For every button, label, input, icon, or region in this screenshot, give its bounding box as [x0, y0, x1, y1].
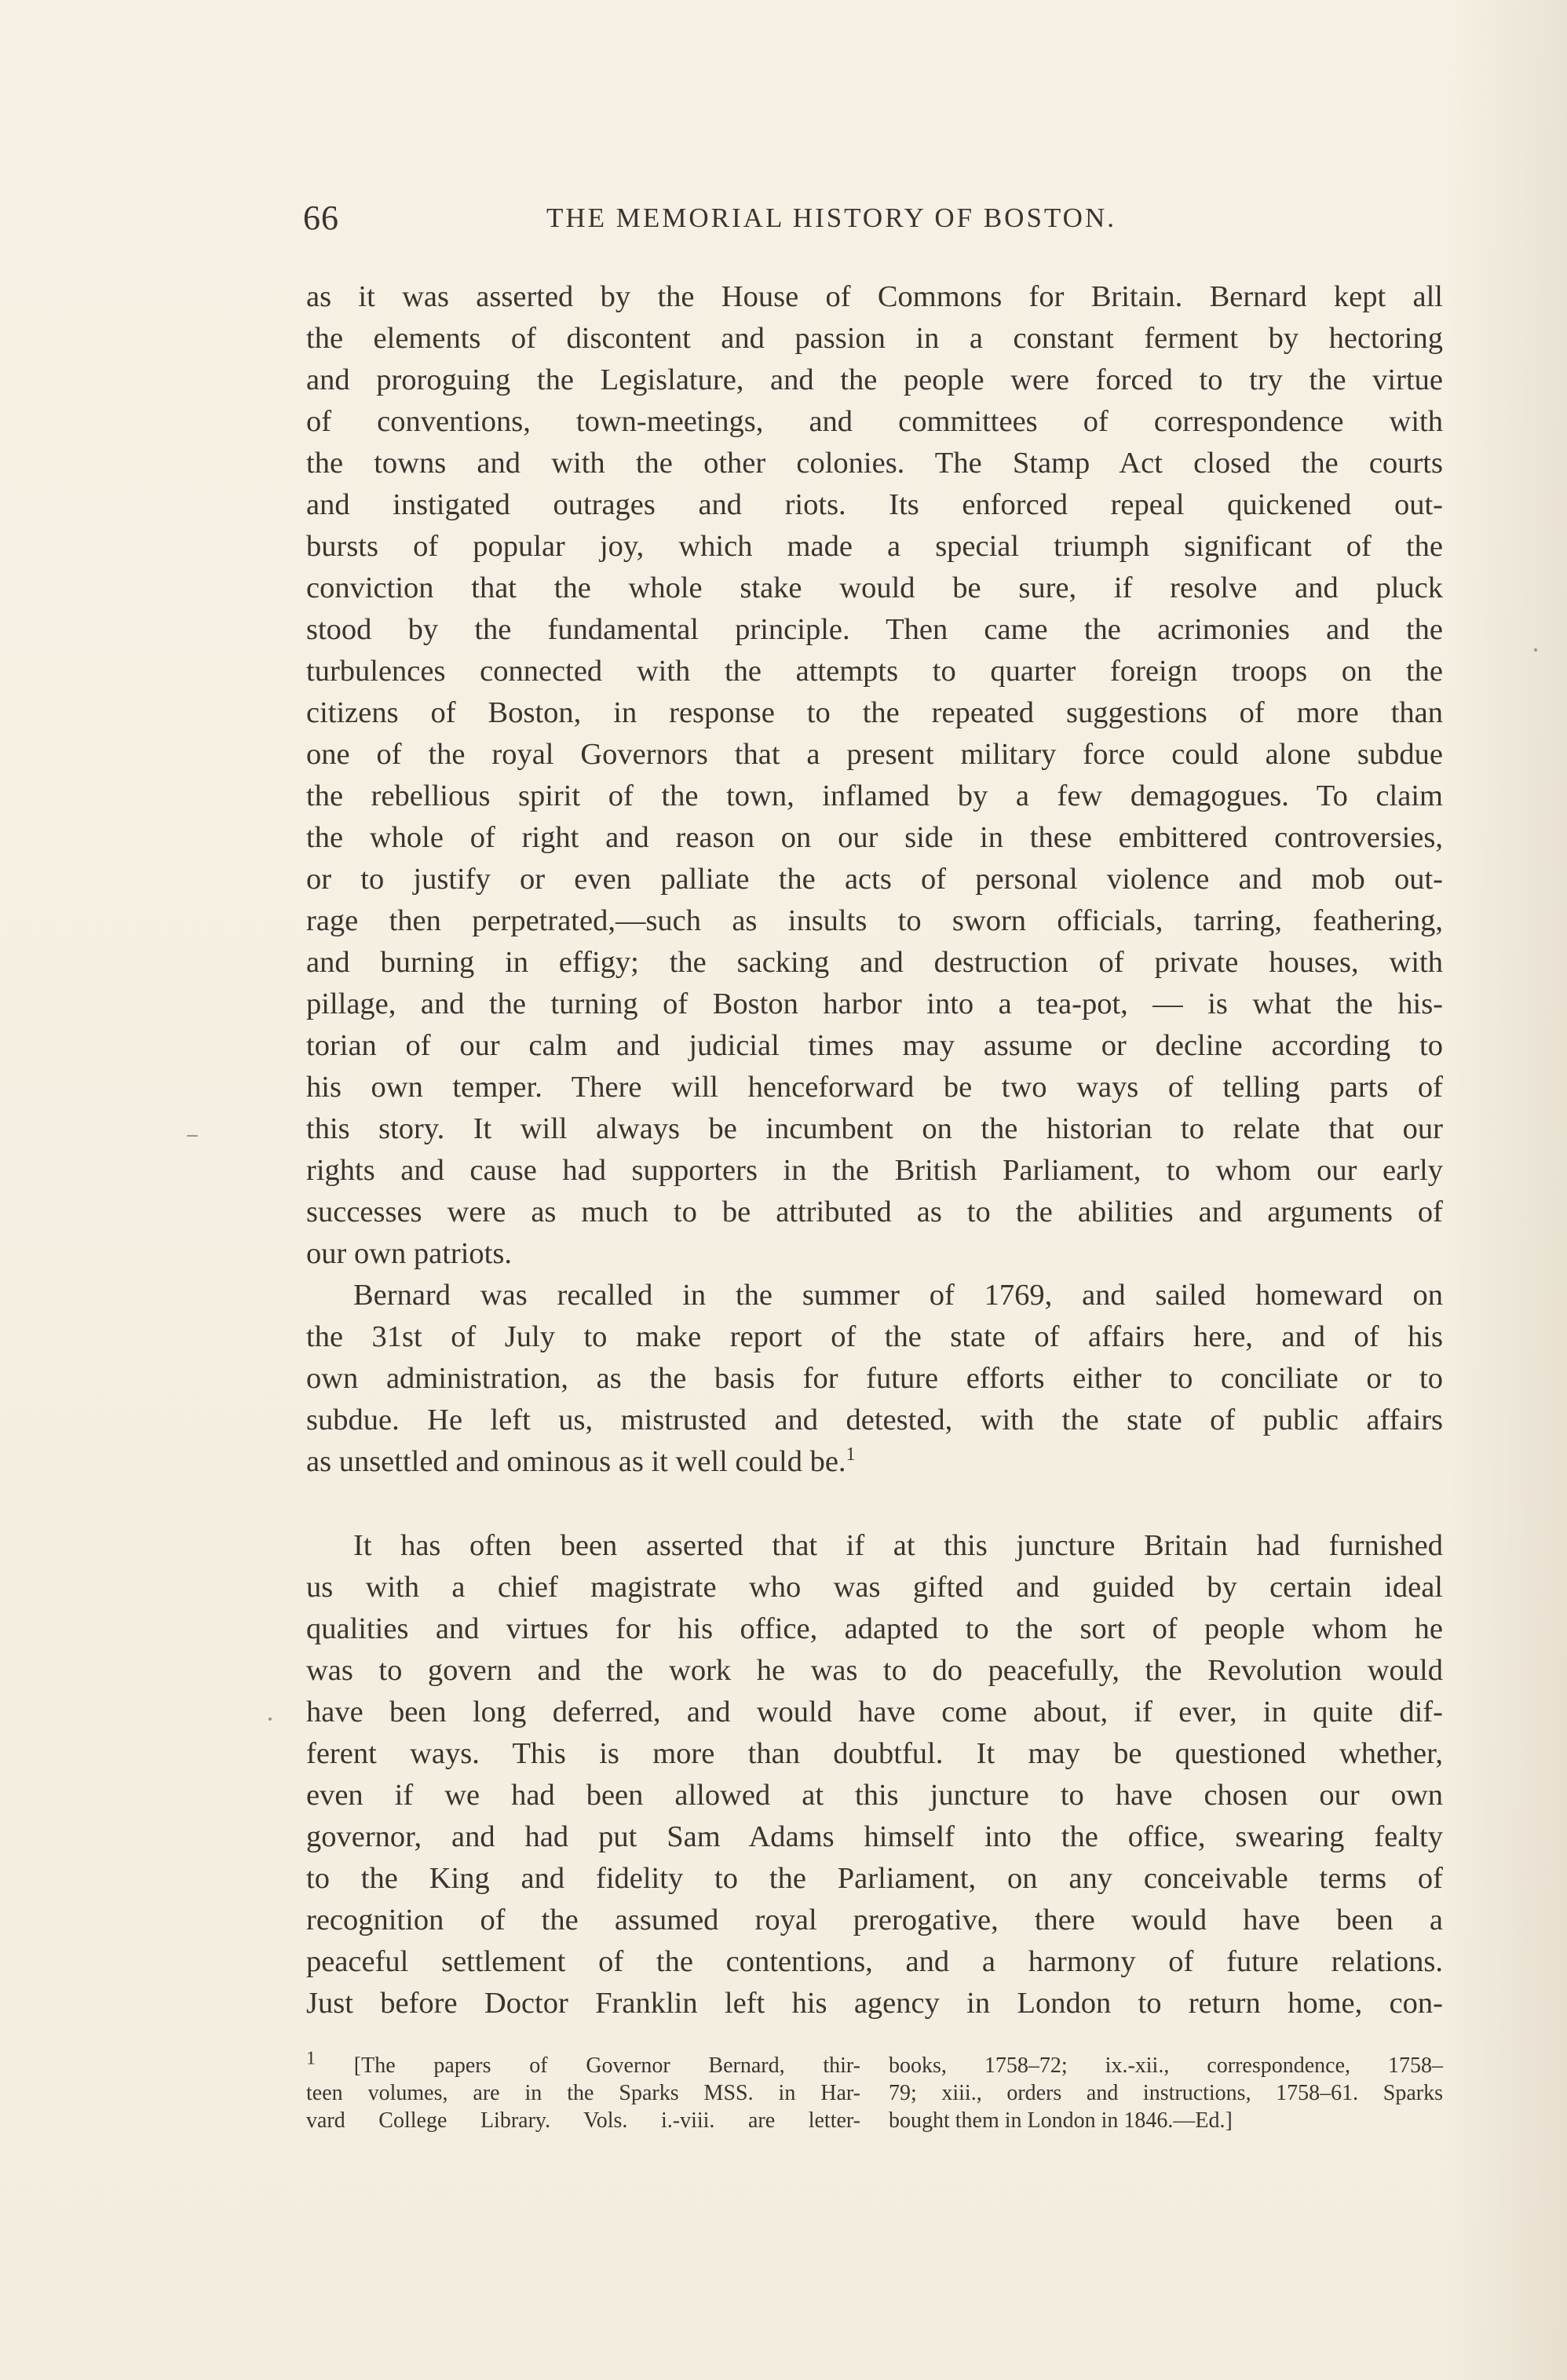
footnote-reference[interactable]: 1: [846, 1444, 856, 1466]
text-line: bursts of popular joy, which made a special triumph significant of the: [306, 530, 1443, 563]
text-line: our own patriots.: [306, 1237, 512, 1270]
footnote-line: [306, 2048, 861, 2079]
page-header: [303, 198, 1446, 245]
text-line: of conventions, town-meetings, and committees of correspondence with: [306, 405, 1443, 438]
text-line: ferent ways. This is more than doubtful. It may be questioned whether,: [306, 1737, 1443, 1770]
paragraph-2: [306, 1275, 1443, 1483]
text-line: own administration, as the basis for future efforts either to conciliate or to: [306, 1362, 1443, 1395]
footnote-line: 79; xiii., orders and instructions, 1758–61. Sparks: [889, 2081, 1443, 2105]
text-line: stood by the fundamental principle. Then came the acrimonies and the: [306, 613, 1443, 646]
text-line: the 31st of July to make report of the state of affairs here, and of his: [306, 1320, 1443, 1353]
paper-speck: [187, 1135, 198, 1137]
paper-speck: [268, 1717, 272, 1721]
text-line: the whole of right and reason on our side in these embittered controversies,: [306, 821, 1443, 854]
text-line: rights and cause had supporters in the British Parliament, to whom our early: [306, 1154, 1443, 1187]
text-line: peaceful settlement of the contentions, and a harmony of future relations.: [306, 1945, 1443, 1978]
text-line: Just before Doctor Franklin left his agency in London to return home, con-: [306, 1987, 1443, 2020]
text-line: It has often been asserted that if at this juncture Britain had furnished: [353, 1529, 1443, 1562]
text-line: conviction that the whole stake would be sure, if resolve and pluck: [306, 571, 1443, 604]
text-line: or to justify or even palliate the acts of personal violence and mob out-: [306, 863, 1443, 896]
footnote-line: vard College Library. Vols. i.-viii. are letter-: [306, 2108, 860, 2133]
text-line: citizens of Boston, in response to the repeated suggestions of more than: [306, 696, 1443, 729]
text-line: governor, and had put Sam Adams himself into the office, swearing fealty: [306, 1820, 1443, 1853]
text-line: pillage, and the turning of Boston harbor into a tea-pot, — is what the his-: [306, 987, 1443, 1020]
text-line: the elements of discontent and passion in a constant ferment by hectoring: [306, 322, 1443, 355]
footnote-line: teen volumes, are in the Sparks MSS. in Har-: [306, 2081, 860, 2105]
text-line: successes were as much to be attributed as to the abilities and arguments of: [306, 1195, 1443, 1228]
footnote-line: books, 1758–72; ix.-xii., correspondence, 1758–: [889, 2053, 1443, 2078]
footnote-right-column: [889, 2052, 1443, 2134]
text-line: Bernard was recalled in the summer of 1769, and sailed homeward on: [353, 1279, 1443, 1312]
text-line: recognition of the assumed royal prerogative, there would have been a: [306, 1904, 1443, 1936]
footnote-line-content: [The papers of Governor Bernard, thir-: [353, 2053, 861, 2078]
text-line: the rebellious spirit of the town, inflamed by a few demagogues. To claim: [306, 779, 1443, 812]
body-text: [306, 276, 1443, 2024]
text-line: as it was asserted by the House of Commons for Britain. Bernard kept all: [306, 280, 1443, 313]
text-line: his own temper. There will henceforward be two ways of telling parts of: [306, 1071, 1443, 1104]
text-line: one of the royal Governors that a present military force could alone subdue: [306, 738, 1443, 771]
text-line: and burning in effigy; the sacking and destruction of private houses, with: [306, 946, 1443, 979]
paragraph-1: [306, 276, 1443, 1275]
text-line: have been long deferred, and would have come about, if ever, in quite dif-: [306, 1696, 1443, 1728]
text-line: the towns and with the other colonies. The Stamp Act closed the courts: [306, 447, 1443, 480]
footnotes: [306, 2048, 1443, 2134]
page-number: 66: [303, 199, 339, 237]
text-line: and instigated outrages and riots. Its enforced repeal quickened out-: [306, 488, 1443, 521]
text-line: rage then perpetrated,—such as insults to sworn officials, tarring, feathering,: [306, 904, 1443, 937]
section-break: [306, 1483, 1443, 1525]
text-line: to the King and fidelity to the Parliament, on any conceivable terms of: [306, 1862, 1443, 1895]
text-line: turbulences connected with the attempts to quarter foreign troops on the: [306, 655, 1443, 688]
text-line: even if we had been allowed at this juncture to have chosen our own: [306, 1779, 1443, 1812]
paper-speck: [1534, 648, 1537, 652]
paragraph-3: [306, 1525, 1443, 2024]
text-line: subdue. He left us, mistrusted and detested, with the state of public affairs: [306, 1404, 1443, 1436]
text-line: [306, 1441, 1443, 1483]
text-line: us with a chief magistrate who was gifted and guided by certain ideal: [306, 1571, 1443, 1604]
text-line: this story. It will always be incumbent on the historian to relate that our: [306, 1112, 1443, 1145]
text-line: was to govern and the work he was to do peacefully, the Revolution would: [306, 1654, 1443, 1687]
footnote-line: bought them in London in 1846.—Ed.]: [889, 2108, 1233, 2133]
footnote-marker: 1: [306, 2048, 316, 2069]
text-line: and proroguing the Legislature, and the people were forced to try the virtue: [306, 363, 1443, 396]
footnote-left-column: [306, 2048, 861, 2134]
text-line: torian of our calm and judicial times may assume or decline according to: [306, 1029, 1443, 1062]
text-line-content: as unsettled and ominous as it well could be.: [306, 1445, 846, 1478]
text-line: qualities and virtues for his office, adapted to the sort of people whom he: [306, 1612, 1443, 1645]
running-head: THE MEMORIAL HISTORY OF BOSTON.: [546, 203, 1116, 233]
